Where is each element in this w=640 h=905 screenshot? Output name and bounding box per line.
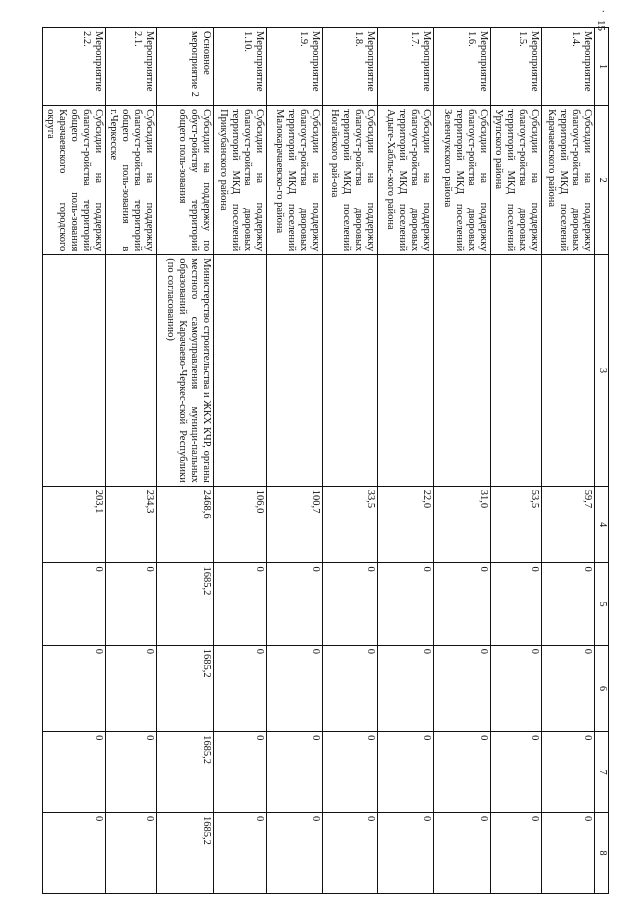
value-col-6: 1685,2 (157, 645, 214, 731)
value-col-7: 1685,2 (157, 732, 214, 813)
activity-description: Субсидии на поддержку благоуст-ройства дворовых территорий МКД поселений Урупского района (491, 106, 542, 255)
value-col-7: 0 (106, 732, 157, 813)
activity-name: Мероприятие 1.10. (214, 28, 267, 106)
value-col-5: 0 (491, 563, 542, 645)
program-activities-table (42, 27, 609, 894)
value-col-5: 0 (542, 563, 595, 645)
value-col-5: 0 (434, 563, 491, 645)
col-header-5: 5 (595, 563, 609, 645)
value-col-4: 203,1 (43, 486, 106, 563)
value-col-8: 0 (378, 813, 434, 894)
activity-name: Мероприятие 1.8. (323, 28, 378, 106)
value-col-6: 0 (323, 645, 378, 731)
value-col-5: 0 (378, 563, 434, 645)
activity-description: Субсидии на поддержку благоуст-ройства территорий общего поль-зования Карачаевского городского округа (43, 106, 106, 255)
value-col-6: 0 (106, 645, 157, 731)
col-header-2: 2 (595, 106, 609, 255)
activity-name: Мероприятие 1.9. (267, 28, 323, 106)
table-row (542, 28, 595, 894)
value-col-6: 0 (542, 645, 595, 731)
activity-description: Субсидии на поддержку благоуст-ройства дворовых территорий МКД поселений Адыге-Хабльс-кого района (378, 106, 434, 255)
page-mark: . (602, 4, 605, 15)
value-col-7: 0 (491, 732, 542, 813)
value-col-8: 0 (491, 813, 542, 894)
value-col-5: 0 (43, 563, 106, 645)
value-col-7: 0 (542, 732, 595, 813)
value-col-8: 0 (43, 813, 106, 894)
col-header-1: 1 (595, 28, 609, 106)
value-col-4: 22,0 (378, 486, 434, 563)
value-col-6: 0 (43, 645, 106, 731)
table-row (491, 28, 542, 894)
value-col-5: 0 (106, 563, 157, 645)
activity-description: Субсидии на поддержку благоуст-ройства дворовых территорий МКД поселений Зеленчукского района (434, 106, 491, 255)
activity-description: Субсидии на поддержку благоуст-ройства дворовых территорий МКД поселений Карачаевского района (542, 106, 595, 255)
value-col-7: 0 (323, 732, 378, 813)
activity-executor: Министерство строительства и ЖКХ КЧР, органы местного самоуправления муници-пальных образований Карачаево-Черкес-ской Республики (по согласованию) (157, 255, 214, 486)
col-header-4: 4 (595, 486, 609, 563)
value-col-4: 234,3 (106, 486, 157, 563)
activity-description: Субсидии на поддержку по обуст-ройству территорий общего поль-зования (157, 106, 214, 255)
value-col-8: 0 (106, 813, 157, 894)
value-col-7: 0 (43, 732, 106, 813)
activity-name: Мероприятие 1.5. (491, 28, 542, 106)
activity-description: Субсидии на поддержку благоуст-ройства дворовых территорий МКД поселений Ногайского рай-она (323, 106, 378, 255)
value-col-8: 1685,2 (157, 813, 214, 894)
value-col-5: 0 (214, 563, 267, 645)
value-col-5: 1685,2 (157, 563, 214, 645)
table-header-row (595, 28, 609, 894)
value-col-7: 0 (267, 732, 323, 813)
col-header-8: 8 (595, 813, 609, 894)
value-col-8: 0 (434, 813, 491, 894)
value-col-7: 0 (378, 732, 434, 813)
col-header-3: 3 (595, 255, 609, 486)
activity-executor (434, 255, 491, 486)
value-col-4: 100,7 (267, 486, 323, 563)
value-col-4: 59,7 (542, 486, 595, 563)
activity-executor (491, 255, 542, 486)
activity-executor (378, 255, 434, 486)
activity-executor (542, 255, 595, 486)
value-col-4: 2468,6 (157, 486, 214, 563)
activity-executor (214, 255, 267, 486)
value-col-6: 0 (267, 645, 323, 731)
table-row (323, 28, 378, 894)
value-col-5: 0 (267, 563, 323, 645)
table-row (214, 28, 267, 894)
value-col-6: 0 (214, 645, 267, 731)
value-col-8: 0 (323, 813, 378, 894)
table-row (157, 28, 214, 894)
activity-name: Мероприятие 1.6. (434, 28, 491, 106)
value-col-8: 0 (267, 813, 323, 894)
col-header-6: 6 (595, 645, 609, 731)
activity-description: Субсидии на поддержку благоуст-ройства территорий общего поль-зования в г.Черкесске (106, 106, 157, 255)
value-col-4: 31,0 (434, 486, 491, 563)
activity-executor (43, 255, 106, 486)
value-col-7: 0 (434, 732, 491, 813)
activity-executor (267, 255, 323, 486)
value-col-8: 0 (542, 813, 595, 894)
activity-name: Мероприятие 1.7. (378, 28, 434, 106)
value-col-5: 0 (323, 563, 378, 645)
value-col-6: 0 (434, 645, 491, 731)
table-row (378, 28, 434, 894)
table-row (434, 28, 491, 894)
activity-description: Субсидии на поддержку благоуст-ройства дворовых территорий МКД поселений Малокарачаевско-го района (267, 106, 323, 255)
table-row (267, 28, 323, 894)
value-col-6: 0 (378, 645, 434, 731)
activity-name: Основное мероприятие 2 (157, 28, 214, 106)
table-row (106, 28, 157, 894)
activity-name: Мероприятие 1.4. (542, 28, 595, 106)
activity-name: Мероприятие 2.2. (43, 28, 106, 106)
value-col-4: 33,5 (323, 486, 378, 563)
activity-executor (323, 255, 378, 486)
value-col-7: 0 (214, 732, 267, 813)
table-row (43, 28, 106, 894)
rotated-table-container (45, 27, 609, 894)
value-col-8: 0 (214, 813, 267, 894)
col-header-7: 7 (595, 732, 609, 813)
activity-name: Мероприятие 2.1. (106, 28, 157, 106)
activity-description: Субсидии на поддержку благоуст-ройства дворовых территорий МКД поселений Прикубанского района (214, 106, 267, 255)
value-col-4: 53,5 (491, 486, 542, 563)
value-col-6: 0 (491, 645, 542, 731)
activity-executor (106, 255, 157, 486)
value-col-4: 106,0 (214, 486, 267, 563)
page-number: 15 (595, 20, 607, 31)
